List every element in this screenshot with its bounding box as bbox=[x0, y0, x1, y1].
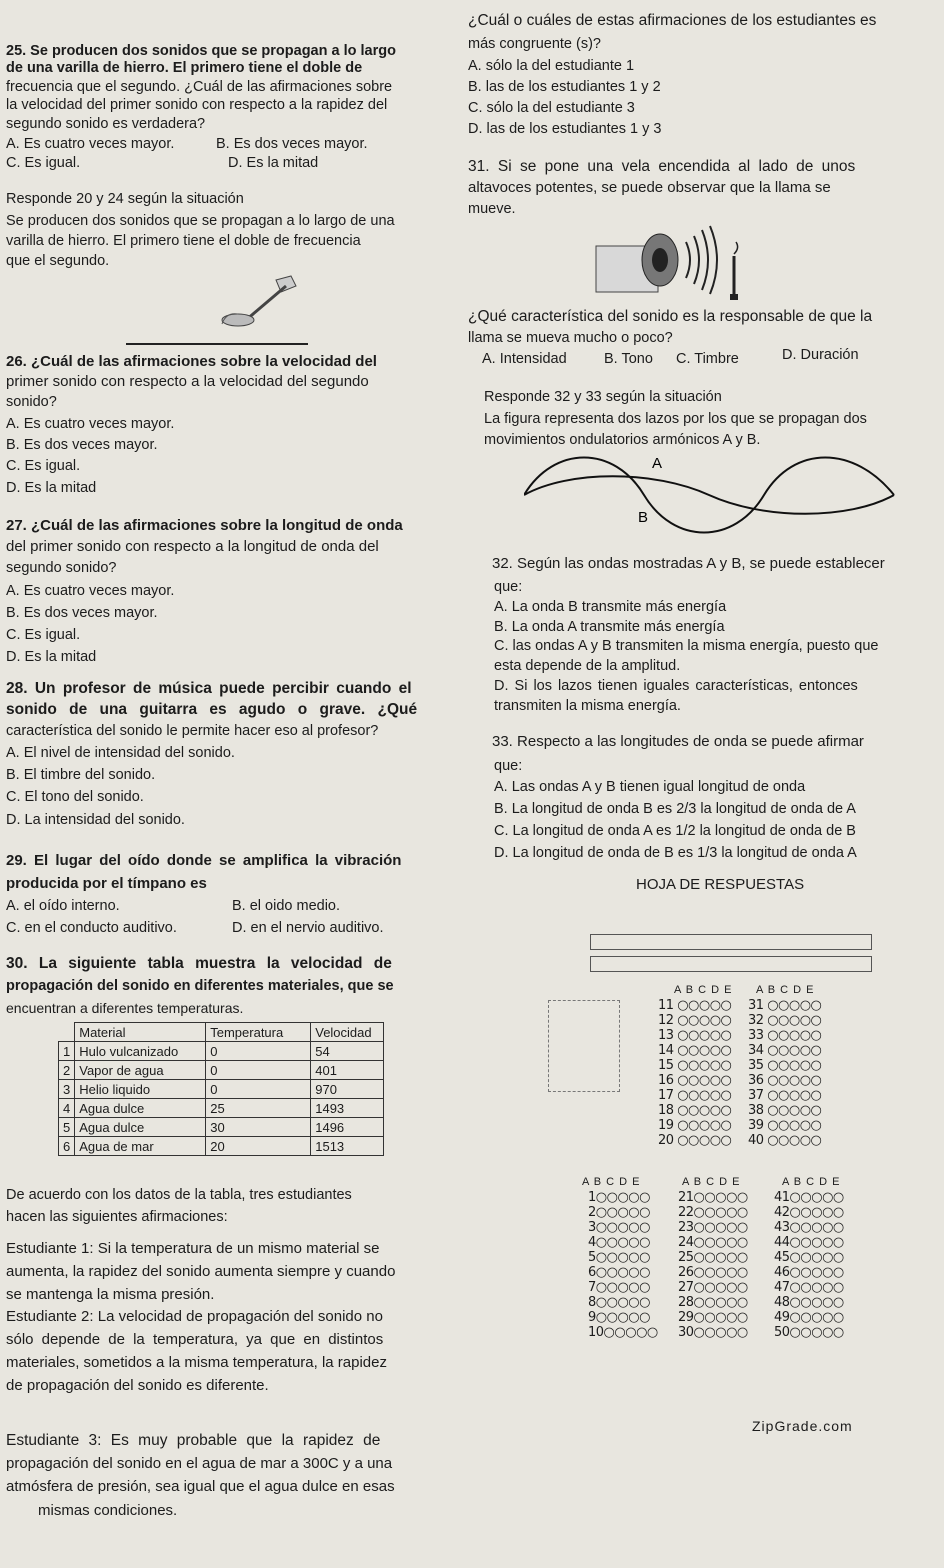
answer-sheet bbox=[548, 930, 878, 1410]
qcual-option-c: C. sólo la del estudiante 3 bbox=[468, 100, 635, 116]
q26-option-a: A. Es cuatro veces mayor. bbox=[6, 416, 175, 432]
cell-temperatura: 25 bbox=[206, 1099, 311, 1118]
name-field bbox=[590, 934, 872, 950]
bubble-group[interactable]: ○○○○○ bbox=[693, 1280, 748, 1295]
table-row bbox=[59, 1042, 384, 1061]
q29-option-c: C. en el conducto auditivo. bbox=[6, 920, 177, 936]
student-1-line-2: aumenta, la rapidez del sonido aumenta siempre y cuando bbox=[6, 1263, 396, 1280]
speaker-candle-figure bbox=[590, 222, 760, 304]
iron-rod-hammer-figure bbox=[126, 272, 316, 350]
bubble-group[interactable]: ○○○○○ bbox=[767, 1133, 822, 1148]
table-row bbox=[59, 1061, 384, 1080]
q32-line-1: 32. Según las ondas mostradas A y B, se puede establecer bbox=[492, 555, 885, 572]
q31-line-3: mueve. bbox=[468, 201, 516, 217]
bubble-group[interactable]: ○○○○○ bbox=[693, 1235, 748, 1250]
table-row bbox=[59, 1080, 384, 1099]
zipgrade-brand: ZipGrade.com bbox=[752, 1418, 853, 1434]
table-row bbox=[59, 1118, 384, 1137]
qcual-line-1: ¿Cuál o cuáles de estas afirmaciones de los estudiantes es bbox=[468, 12, 877, 29]
table-row bbox=[59, 1137, 384, 1156]
bubble-group[interactable]: ○○○○○ bbox=[693, 1190, 748, 1205]
bubble-group[interactable]: ○○○○○ bbox=[789, 1190, 844, 1205]
row-index: 5 bbox=[59, 1118, 75, 1137]
bubble-group[interactable]: ○○○○○ bbox=[789, 1325, 844, 1340]
cell-material: Agua dulce bbox=[75, 1099, 206, 1118]
row-index: 6 bbox=[59, 1137, 75, 1156]
table-header-row bbox=[59, 1023, 384, 1042]
table-row bbox=[59, 1099, 384, 1118]
q25-option-b: B. Es dos veces mayor. bbox=[216, 136, 368, 152]
wave-a-label: A bbox=[652, 455, 663, 472]
q25-line-3: frecuencia que el segundo. ¿Cuál de las afirmaciones sobre bbox=[6, 79, 393, 95]
q25-option-d: D. Es la mitad bbox=[228, 155, 319, 171]
q25-line-5: segundo sonido es verdadera? bbox=[6, 116, 206, 132]
cell-temperatura: 30 bbox=[206, 1118, 311, 1137]
bubble-group[interactable]: ○○○○○ bbox=[693, 1265, 748, 1280]
q31-line-1: 31. Si se pone una vela encendida al lado de unos bbox=[468, 158, 856, 175]
bubble-group[interactable]: ○○○○○ bbox=[677, 1103, 732, 1118]
student-2-line-2: sólo depende de la temperatura, ya que en distintos bbox=[6, 1331, 384, 1348]
bubble-group[interactable]: ○○○○○ bbox=[693, 1250, 748, 1265]
letters-header-5: A B C D E bbox=[782, 1176, 841, 1188]
q27-line-3: segundo sonido? bbox=[6, 560, 117, 576]
q28-line-1: 28. Un profesor de música puede percibir cuando el bbox=[6, 680, 412, 697]
q31-option-d: D. Duración bbox=[782, 347, 859, 363]
q27-option-c: C. Es igual. bbox=[6, 627, 81, 643]
answer-rows-31-40: 31 ○○○○○ 32 ○○○○○ 33 ○○○○○ 34 ○○○○○ 35 ○○○○○ 36 ○○○○○ 37 ○○○○○ 38 ○○○○○ 39 ○○○○○ 40 ○○○○○ bbox=[748, 998, 822, 1148]
cell-temperatura: 0 bbox=[206, 1042, 311, 1061]
q25-line-4: la velocidad del primer sonido con respecto a la rapidez del bbox=[6, 97, 388, 113]
zipgrade-logo-icon bbox=[548, 1000, 620, 1092]
q32-option-b: B. La onda A transmite más energía bbox=[494, 619, 725, 635]
bubble-group[interactable]: ○○○○○ bbox=[677, 1133, 732, 1148]
letters-header-3: A B C D E bbox=[582, 1176, 641, 1188]
letters-header-2: A B C D E bbox=[756, 984, 815, 996]
situation-1-line-3: que el segundo. bbox=[6, 253, 110, 269]
cell-velocidad: 401 bbox=[311, 1061, 384, 1080]
q32-option-a: A. La onda B transmite más energía bbox=[494, 599, 727, 615]
situation-2-line-2: movimientos ondulatorios armónicos A y B. bbox=[484, 432, 761, 448]
q33-option-b: B. La longitud de onda B es 2/3 la longitud de onda de A bbox=[494, 801, 856, 817]
student-2-line-4: de propagación del sonido es diferente. bbox=[6, 1377, 269, 1394]
q33-option-d: D. La longitud de onda de B es 1/3 la longitud de onda A bbox=[494, 845, 857, 861]
bubble-group[interactable]: ○○○○○ bbox=[789, 1310, 844, 1325]
cell-material: Vapor de agua bbox=[75, 1061, 206, 1080]
q27-option-d: D. Es la mitad bbox=[6, 649, 97, 665]
bubble-group[interactable]: ○○○○○ bbox=[767, 998, 822, 1013]
header-temperatura: Temperatura bbox=[206, 1023, 311, 1042]
q28-line-2: sonido de una guitarra es agudo o grave. ¿Qué bbox=[6, 701, 418, 718]
q31-option-b: B. Tono bbox=[604, 351, 653, 367]
q31-option-c: C. Timbre bbox=[676, 351, 739, 367]
q25-line-1: 25. Se producen dos sonidos que se propagan a lo largo bbox=[6, 43, 396, 59]
bubble-group[interactable]: ○○○○○ bbox=[693, 1220, 748, 1235]
row-index: 2 bbox=[59, 1061, 75, 1080]
letters-header-1: A B C D E bbox=[674, 984, 733, 996]
bubble-group[interactable]: ○○○○○ bbox=[677, 998, 732, 1013]
bubble-group[interactable]: ○○○○○ bbox=[767, 1043, 822, 1058]
student-1-line-3: se mantenga la misma presión. bbox=[6, 1286, 215, 1303]
bubble-group[interactable]: ○○○○○ bbox=[677, 1088, 732, 1103]
bubble-group[interactable]: ○○○○○ bbox=[693, 1295, 748, 1310]
bubble-group[interactable]: ○○○○○ bbox=[595, 1280, 650, 1295]
student-3-line-1: Estudiante 3: Es muy probable que la rapidez de bbox=[6, 1432, 381, 1449]
q26-line-2: primer sonido con respecto a la velocidad del segundo bbox=[6, 373, 369, 390]
bubble-group[interactable]: ○○○○○ bbox=[677, 1058, 732, 1073]
q28-option-c: C. El tono del sonido. bbox=[6, 789, 144, 805]
cell-material: Agua dulce bbox=[75, 1118, 206, 1137]
bubble-group[interactable]: ○○○○○ bbox=[767, 1058, 822, 1073]
q28-option-d: D. La intensidad del sonido. bbox=[6, 812, 185, 828]
answer-rows-11-20: 11 ○○○○○ 12 ○○○○○ 13 ○○○○○ 14 ○○○○○ 15 ○○○○○ 16 ○○○○○ 17 ○○○○○ 18 ○○○○○ 19 ○○○○○ 20 ○○○○○ bbox=[658, 998, 732, 1148]
cell-material: Agua de mar bbox=[75, 1137, 206, 1156]
student-3-line-4: mismas condiciones. bbox=[38, 1502, 178, 1519]
student-3-line-3: atmósfera de presión, sea igual que el agua dulce en esas bbox=[6, 1478, 395, 1495]
situation-1-line-1: Se producen dos sonidos que se propagan a lo largo de una bbox=[6, 213, 395, 229]
qcual-option-d: D. las de los estudiantes 1 y 3 bbox=[468, 121, 662, 137]
bubble-group[interactable]: ○○○○○ bbox=[595, 1235, 650, 1250]
wave-b-label: B bbox=[638, 509, 649, 526]
bubble-group[interactable]: ○○○○○ bbox=[789, 1280, 844, 1295]
q26-option-b: B. Es dos veces mayor. bbox=[6, 437, 158, 453]
row-index: 1 bbox=[59, 1042, 75, 1061]
q27-line-2: del primer sonido con respecto a la longitud de onda del bbox=[6, 538, 379, 555]
bubble-group[interactable]: ○○○○○ bbox=[789, 1235, 844, 1250]
situation-2-line-1: La figura representa dos lazos por los que se propagan dos bbox=[484, 411, 867, 427]
situation-1-header: Responde 20 y 24 según la situación bbox=[6, 191, 244, 207]
q33-line-1: 33. Respecto a las longitudes de onda se puede afirmar bbox=[492, 733, 864, 750]
q31-option-a: A. Intensidad bbox=[482, 351, 567, 367]
situation-2-header: Responde 32 y 33 según la situación bbox=[484, 389, 722, 405]
bubble-group[interactable]: ○○○○○ bbox=[693, 1325, 748, 1340]
bubble-group[interactable]: ○○○○○ bbox=[693, 1310, 748, 1325]
bubble-group[interactable]: ○○○○○ bbox=[767, 1118, 822, 1133]
q29-line-2: producida por el tímpano es bbox=[6, 875, 207, 892]
q31-line-2: altavoces potentes, se puede observar que la llama se bbox=[468, 179, 831, 196]
bubble-group[interactable]: ○○○○○ bbox=[677, 1043, 732, 1058]
bubble-group[interactable]: ○○○○○ bbox=[595, 1220, 650, 1235]
answer-rows-41-50: 41○○○○○ 42○○○○○ 43○○○○○ 44○○○○○ 45○○○○○ 46○○○○○ 47○○○○○ 48○○○○○ 49○○○○○ 50○○○○○ bbox=[774, 1190, 844, 1340]
cell-material: Helio liquido bbox=[75, 1080, 206, 1099]
bubble-group[interactable]: ○○○○○ bbox=[767, 1073, 822, 1088]
materials-table bbox=[58, 1022, 384, 1156]
q33-line-2: que: bbox=[494, 758, 523, 774]
bubble-group[interactable]: ○○○○○ bbox=[677, 1028, 732, 1043]
bubble-group[interactable]: ○○○○○ bbox=[677, 1118, 732, 1133]
q25-line-2: de una varilla de hierro. El primero tiene el doble de bbox=[6, 60, 363, 76]
bubble-group[interactable]: ○○○○○ bbox=[595, 1310, 650, 1325]
q32-option-d: D. Si los lazos tienen iguales características, entonces bbox=[494, 678, 858, 694]
bubble-group[interactable]: ○○○○○ bbox=[603, 1325, 658, 1340]
bubble-group[interactable]: ○○○○○ bbox=[767, 1028, 822, 1043]
q32-option-d-cont: transmiten la misma energía. bbox=[494, 698, 681, 714]
bubble-group[interactable]: ○○○○○ bbox=[789, 1205, 844, 1220]
q33-option-c: C. La longitud de onda A es 1/2 la longitud de onda de B bbox=[494, 823, 856, 839]
class-field bbox=[590, 956, 872, 972]
student-2-line-3: materiales, sometidos a la misma temperatura, la rapidez bbox=[6, 1354, 387, 1371]
cell-temperatura: 0 bbox=[206, 1061, 311, 1080]
q29-option-b: B. el oido medio. bbox=[232, 898, 341, 914]
q27-line-1: 27. ¿Cuál de las afirmaciones sobre la longitud de onda bbox=[6, 517, 403, 534]
q26-line-1: 26. ¿Cuál de las afirmaciones sobre la velocidad del bbox=[6, 353, 377, 370]
q27-option-b: B. Es dos veces mayor. bbox=[6, 605, 158, 621]
q30-line-1: 30. La siguiente tabla muestra la velocidad de bbox=[6, 955, 392, 972]
answer-rows-1-10: 1○○○○○ 2○○○○○ 3○○○○○ 4○○○○○ 5○○○○○ 6○○○○○ 7○○○○○ 8○○○○○ 9○○○○○ 10○○○○○ bbox=[588, 1190, 658, 1340]
q32-option-c-cont: esta depende de la amplitud. bbox=[494, 658, 681, 674]
cell-temperatura: 20 bbox=[206, 1137, 311, 1156]
q30-line-2: propagación del sonido en diferentes materiales, que se bbox=[6, 978, 394, 994]
row-index: 4 bbox=[59, 1099, 75, 1118]
q30-line-3: encuentran a diferentes temperaturas. bbox=[6, 1000, 244, 1016]
q30-after-1: De acuerdo con los datos de la tabla, tres estudiantes bbox=[6, 1187, 352, 1203]
student-1-line-1: Estudiante 1: Si la temperatura de un mismo material se bbox=[6, 1240, 380, 1257]
q29-line-1: 29. El lugar del oído donde se amplifica la vibración bbox=[6, 852, 402, 869]
row-index: 3 bbox=[59, 1080, 75, 1099]
bubble-group[interactable]: ○○○○○ bbox=[789, 1265, 844, 1280]
q33-option-a: A. Las ondas A y B tienen igual longitud de onda bbox=[494, 779, 806, 795]
bubble-group[interactable]: ○○○○○ bbox=[693, 1205, 748, 1220]
q29-option-a: A. el oído interno. bbox=[6, 898, 120, 914]
bubble-group[interactable]: ○○○○○ bbox=[595, 1265, 650, 1280]
cell-velocidad: 970 bbox=[311, 1080, 384, 1099]
letters-header-4: A B C D E bbox=[682, 1176, 741, 1188]
bubble-group[interactable]: ○○○○○ bbox=[789, 1250, 844, 1265]
q26-option-d: D. Es la mitad bbox=[6, 480, 97, 496]
header-material: Material bbox=[75, 1023, 206, 1042]
q28-option-a: A. El nivel de intensidad del sonido. bbox=[6, 745, 235, 761]
bubble-group[interactable]: ○○○○○ bbox=[595, 1250, 650, 1265]
q28-line-3: característica del sonido le permite hacer eso al profesor? bbox=[6, 723, 379, 739]
bubble-group[interactable]: ○○○○○ bbox=[677, 1013, 732, 1028]
bubble-group[interactable]: ○○○○○ bbox=[789, 1220, 844, 1235]
bubble-group[interactable]: ○○○○○ bbox=[767, 1103, 822, 1118]
q26-option-c: C. Es igual. bbox=[6, 458, 81, 474]
cell-material: Hulo vulcanizado bbox=[75, 1042, 206, 1061]
cell-velocidad: 1513 bbox=[311, 1137, 384, 1156]
bubble-group[interactable]: ○○○○○ bbox=[767, 1013, 822, 1028]
student-3-line-2: propagación del sonido en el agua de mar a 300C y a una bbox=[6, 1455, 393, 1472]
q31-question-2: llama se mueva mucho o poco? bbox=[468, 330, 673, 346]
header-velocidad: Velocidad bbox=[311, 1023, 384, 1042]
qcual-option-a: A. sólo la del estudiante 1 bbox=[468, 58, 635, 74]
bubble-group[interactable]: ○○○○○ bbox=[595, 1205, 650, 1220]
cell-temperatura: 0 bbox=[206, 1080, 311, 1099]
waves-a-b-figure bbox=[524, 450, 904, 540]
qcual-line-2: más congruente (s)? bbox=[468, 36, 601, 52]
q27-option-a: A. Es cuatro veces mayor. bbox=[6, 583, 175, 599]
bubble-group[interactable]: ○○○○○ bbox=[677, 1073, 732, 1088]
bubble-group[interactable]: ○○○○○ bbox=[789, 1295, 844, 1310]
q26-line-3: sonido? bbox=[6, 394, 57, 410]
bubble-group[interactable]: ○○○○○ bbox=[767, 1088, 822, 1103]
cell-velocidad: 1493 bbox=[311, 1099, 384, 1118]
answer-sheet-title: HOJA DE RESPUESTAS bbox=[636, 876, 805, 893]
q28-option-b: B. El timbre del sonido. bbox=[6, 767, 156, 783]
q32-option-c: C. las ondas A y B transmiten la misma energía, puesto que bbox=[494, 638, 879, 654]
q25-option-c: C. Es igual. bbox=[6, 155, 81, 171]
q25-option-a: A. Es cuatro veces mayor. bbox=[6, 136, 175, 152]
answer-rows-21-30: 21○○○○○ 22○○○○○ 23○○○○○ 24○○○○○ 25○○○○○ 26○○○○○ 27○○○○○ 28○○○○○ 29○○○○○ 30○○○○○ bbox=[678, 1190, 748, 1340]
q29-option-d: D. en el nervio auditivo. bbox=[232, 920, 384, 936]
q32-line-2: que: bbox=[494, 579, 523, 595]
bubble-group[interactable]: ○○○○○ bbox=[595, 1295, 650, 1310]
student-2-line-1: Estudiante 2: La velocidad de propagación del sonido no bbox=[6, 1308, 383, 1325]
qcual-option-b: B. las de los estudiantes 1 y 2 bbox=[468, 79, 661, 95]
cell-velocidad: 1496 bbox=[311, 1118, 384, 1137]
situation-1-line-2: varilla de hierro. El primero tiene el doble de frecuencia bbox=[6, 233, 361, 249]
bubble-group[interactable]: ○○○○○ bbox=[595, 1190, 650, 1205]
cell-velocidad: 54 bbox=[311, 1042, 384, 1061]
q31-question-1: ¿Qué característica del sonido es la responsable de que la bbox=[468, 308, 873, 325]
q30-after-2: hacen las siguientes afirmaciones: bbox=[6, 1209, 228, 1225]
